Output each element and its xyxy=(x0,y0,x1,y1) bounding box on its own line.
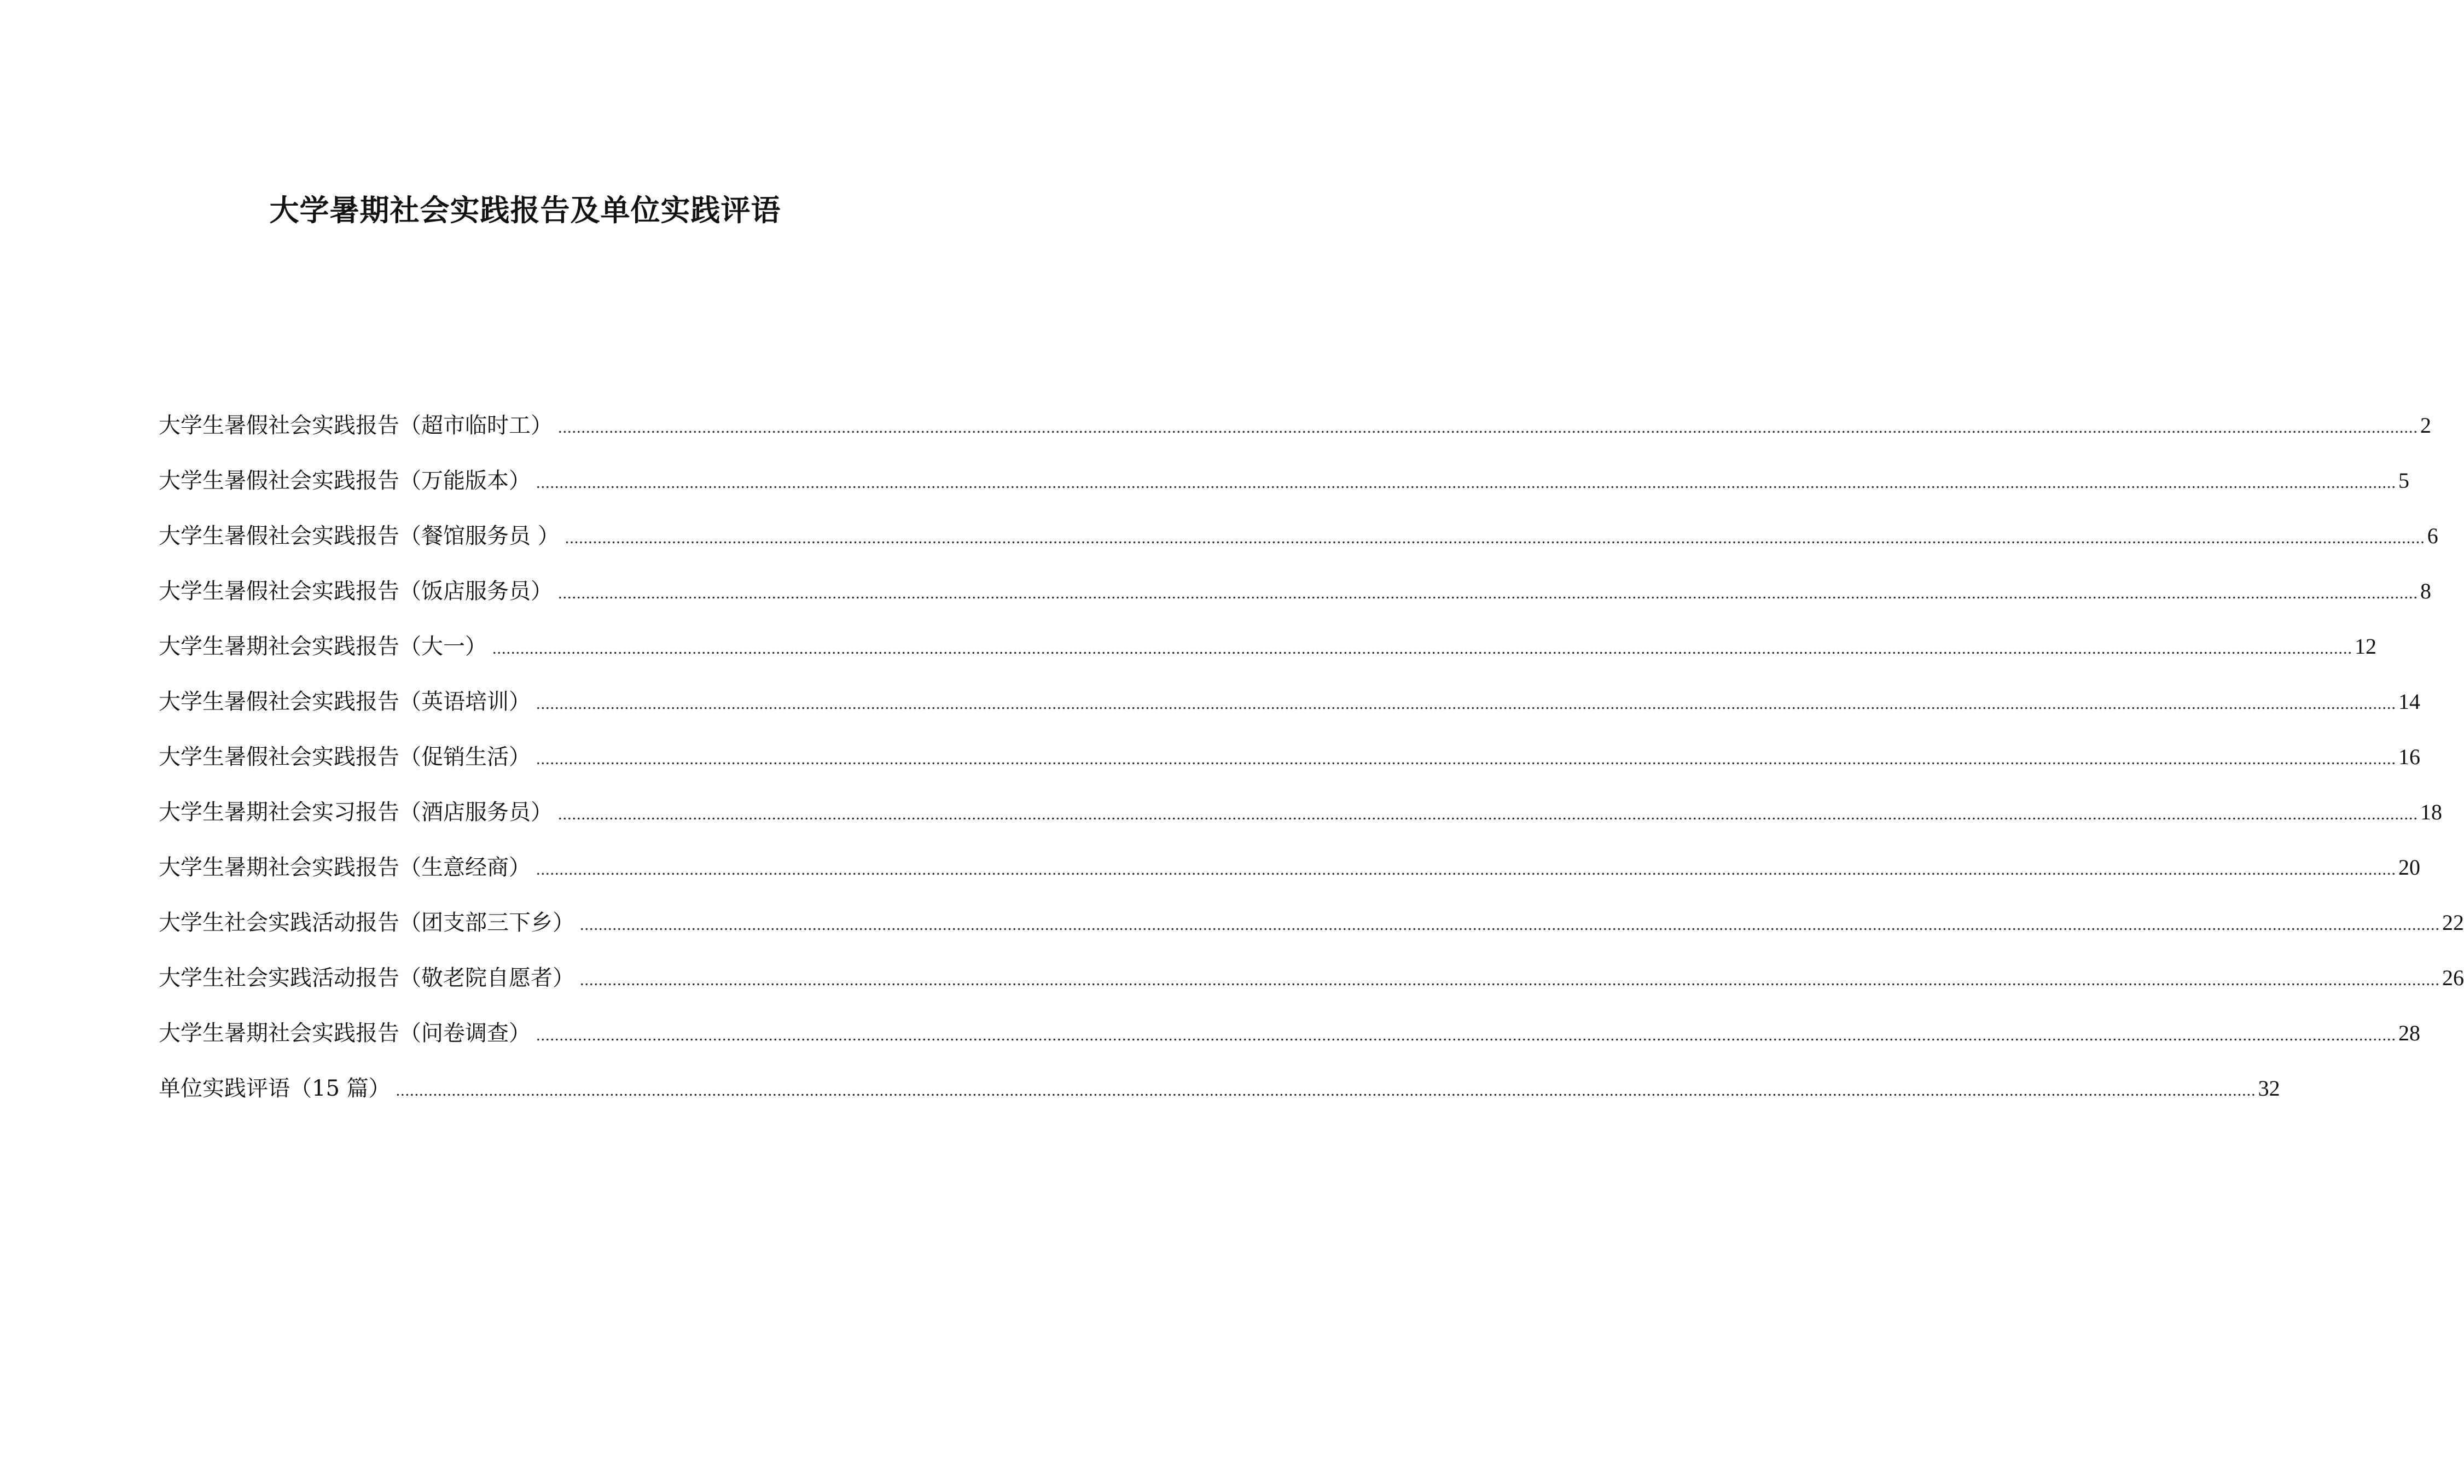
toc-entry-page-number: 26 xyxy=(2442,965,2464,990)
toc-entry[interactable] xyxy=(159,464,2409,520)
toc-entry-title: 大学生暑假社会实践报告（万能版本） xyxy=(159,468,531,493)
toc-entry-title: 大学生暑假社会实践报告（超市临时工） xyxy=(159,413,553,438)
dot-leader: ................................................................................................................................................................................................................................................................................................................................................................................................................ xyxy=(565,529,2425,547)
toc-entry[interactable] xyxy=(159,520,2438,575)
document-title: 大学暑期社会实践报告及单位实践评语 xyxy=(269,193,781,228)
toc-entry-page-number: 5 xyxy=(2398,468,2409,493)
table-of-contents xyxy=(159,409,2464,1127)
dot-leader: ................................................................................................................................................................................................................................................................................................................................................................................................................ xyxy=(558,418,2418,437)
dot-leader: ................................................................................................................................................................................................................................................................................................................................................................................................................ xyxy=(396,1081,2256,1099)
dot-leader: ................................................................................................................................................................................................................................................................................................................................................................................................................ xyxy=(558,805,2418,823)
toc-entry-page-number: 28 xyxy=(2398,1021,2420,1045)
toc-entry[interactable] xyxy=(159,409,2431,464)
toc-entry-title: 大学生暑假社会实践报告（餐馆服务员 ） xyxy=(159,523,560,549)
toc-entry-page-number: 14 xyxy=(2398,689,2420,714)
toc-entry-page-number: 18 xyxy=(2420,800,2442,824)
toc-entry-page-number: 6 xyxy=(2427,523,2438,548)
toc-entry[interactable] xyxy=(159,796,2442,851)
dot-leader: ................................................................................................................................................................................................................................................................................................................................................................................................................ xyxy=(536,750,2396,768)
toc-entry-page-number: 20 xyxy=(2398,855,2420,880)
dot-leader: ................................................................................................................................................................................................................................................................................................................................................................................................................ xyxy=(580,916,2440,934)
dot-leader: ................................................................................................................................................................................................................................................................................................................................................................................................................ xyxy=(492,639,2352,657)
toc-entry-title: 大学生社会实践活动报告（团支部三下乡） xyxy=(159,910,574,935)
toc-entry-title: 大学生暑假社会实践报告（英语培训） xyxy=(159,689,531,714)
dot-leader: ................................................................................................................................................................................................................................................................................................................................................................................................................ xyxy=(536,695,2396,713)
toc-entry[interactable] xyxy=(159,575,2431,630)
dot-leader: ................................................................................................................................................................................................................................................................................................................................................................................................................ xyxy=(558,584,2418,602)
toc-entry[interactable] xyxy=(159,685,2420,741)
toc-entry-page-number: 2 xyxy=(2420,413,2431,438)
toc-entry-title: 大学生暑期社会实践报告（大一） xyxy=(159,634,487,659)
toc-entry-title: 单位实践评语（15 篇） xyxy=(159,1076,391,1101)
dot-leader: ................................................................................................................................................................................................................................................................................................................................................................................................................ xyxy=(580,971,2440,989)
toc-entry-page-number: 16 xyxy=(2398,744,2420,769)
toc-entry[interactable] xyxy=(159,851,2420,906)
toc-entry-page-number: 8 xyxy=(2420,579,2431,603)
toc-entry-page-number: 32 xyxy=(2258,1076,2280,1101)
dot-leader: ................................................................................................................................................................................................................................................................................................................................................................................................................ xyxy=(536,474,2396,492)
dot-leader: ................................................................................................................................................................................................................................................................................................................................................................................................................ xyxy=(536,860,2396,878)
toc-entry-title: 大学生社会实践活动报告（敬老院自愿者） xyxy=(159,965,574,991)
toc-entry-title: 大学生暑假社会实践报告（饭店服务员） xyxy=(159,579,553,604)
toc-entry[interactable] xyxy=(159,630,2376,685)
toc-entry[interactable] xyxy=(159,741,2420,796)
toc-entry-page-number: 22 xyxy=(2442,910,2464,935)
toc-entry-title: 大学生暑期社会实习报告（酒店服务员） xyxy=(159,800,553,825)
toc-entry-title: 大学生暑期社会实践报告（生意经商） xyxy=(159,855,531,880)
toc-entry-title: 大学生暑期社会实践报告（问卷调查） xyxy=(159,1021,531,1046)
toc-entry-title: 大学生暑假社会实践报告（促销生活） xyxy=(159,744,531,770)
toc-entry[interactable] xyxy=(159,906,2464,962)
toc-entry-page-number: 12 xyxy=(2355,634,2376,659)
dot-leader: ................................................................................................................................................................................................................................................................................................................................................................................................................ xyxy=(536,1026,2396,1044)
toc-entry[interactable] xyxy=(159,1017,2420,1072)
toc-entry[interactable] xyxy=(159,1072,2280,1127)
toc-entry[interactable] xyxy=(159,962,2464,1017)
